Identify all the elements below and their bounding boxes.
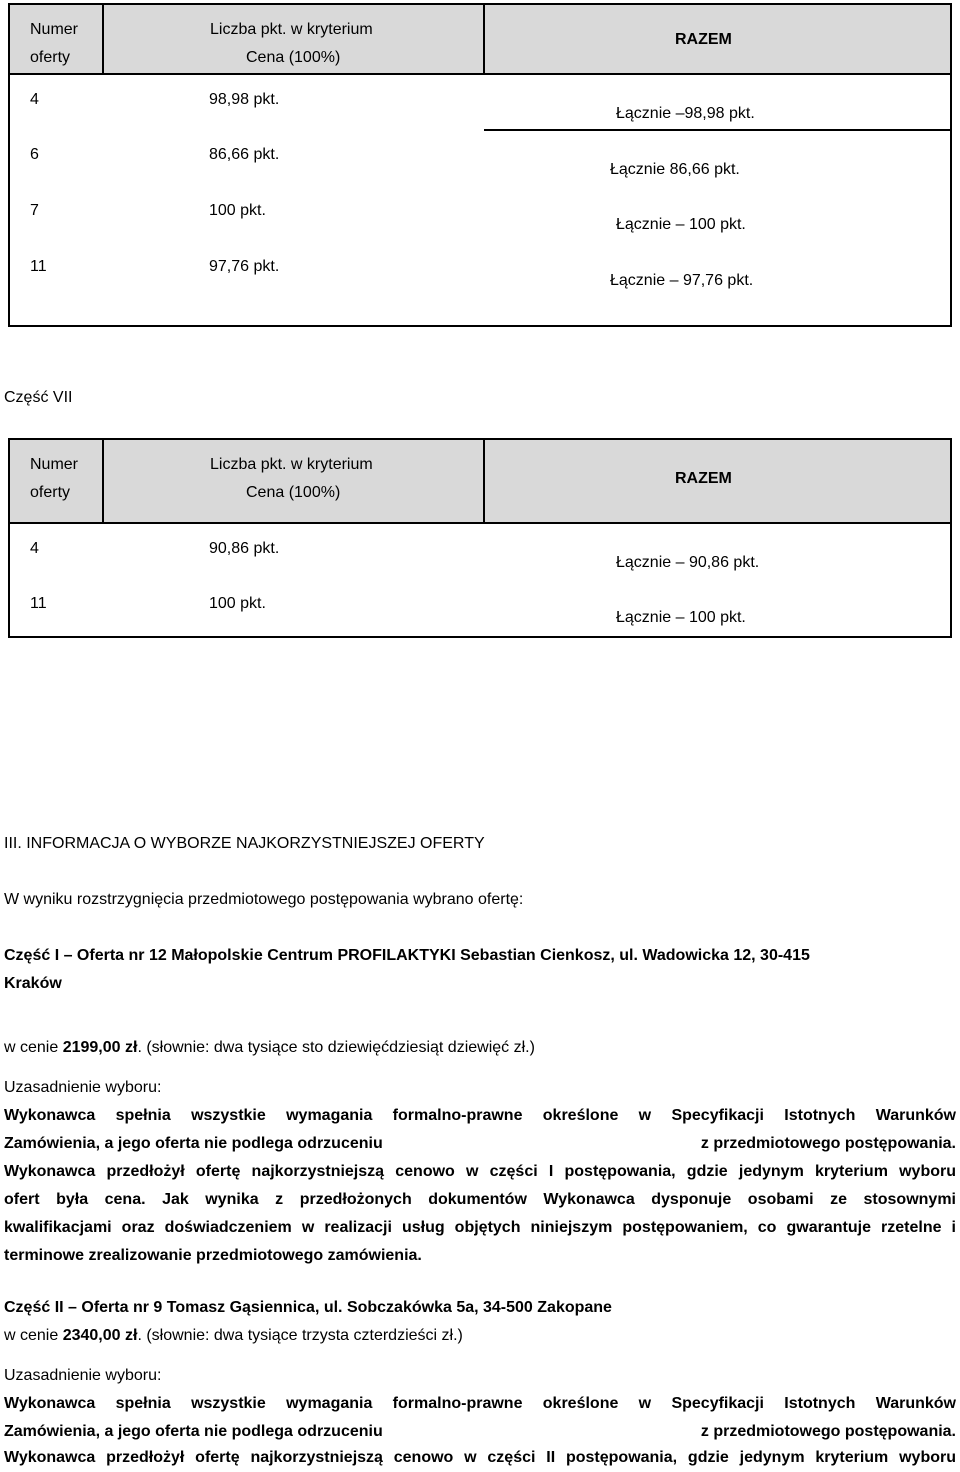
header-num-line2: oferty [30, 484, 71, 501]
part-two-price [4, 1322, 956, 1350]
price-value: 2199,00 zł [62, 1039, 138, 1056]
table-row [9, 242, 951, 326]
price-value: 2340,00 zł [62, 1327, 138, 1344]
offer-number: 7 [30, 202, 39, 219]
table-row [9, 74, 951, 130]
header-criterion [103, 439, 484, 523]
offer-points: 100 pkt. [209, 595, 266, 612]
offer-number: 11 [30, 595, 47, 612]
offer-total: Łącznie – 100 pkt. [616, 216, 746, 233]
justification-line: Wykonawca przedłożył ofertę najkorzystniejszą cenowo w części II postępowania, gdzie jedynym kryterium wyboru [4, 1449, 956, 1466]
scores-table-part6 [8, 3, 952, 327]
justification-line [4, 1418, 956, 1446]
justification-line: kwalifikacjami oraz doświadczeniem w realizacji usług objętych niniejszym postępowaniem, co gwarantuje rzetelne i [4, 1219, 956, 1236]
header-crit-line2: Cena (100%) [246, 49, 341, 66]
offer-total: Łącznie – 97,76 pkt. [610, 272, 754, 289]
offer-total: Łącznie 86,66 pkt. [610, 161, 740, 178]
part-one-price [4, 1034, 956, 1062]
header-offer-number [9, 439, 103, 523]
offer-points: 90,86 pkt. [209, 540, 280, 557]
justification-line-part: z przedmiotowego postępowania. [700, 1135, 956, 1152]
scores-table-part7 [8, 438, 952, 638]
offer-total: Łącznie – 90,86 pkt. [616, 554, 760, 571]
justification-label: Uzasadnienie wyboru: [4, 1079, 162, 1096]
justification-line [4, 1130, 956, 1158]
header-num-line1: Numer [30, 456, 79, 473]
table-row [9, 186, 951, 242]
table-row [9, 523, 951, 579]
justification-line-part: Zamówienia, a jego oferta nie podlega odrzuceniu [4, 1135, 383, 1152]
section-intro: W wyniku rozstrzygnięcia przedmiotowego postępowania wybrano ofertę: [4, 891, 524, 908]
header-total: RAZEM [484, 4, 951, 74]
justification-line: Wykonawca przedłożył ofertę najkorzystniejszą cenowo w części I postępowania, gdzie jedynym kryterium wyboru [4, 1163, 956, 1180]
offer-points: 98,98 pkt. [209, 91, 280, 108]
offer-total: Łącznie – 100 pkt. [616, 609, 746, 626]
part-one-title-line2: Kraków [4, 975, 62, 992]
offer-number: 6 [30, 146, 39, 163]
justification-line: Wykonawca spełnia wszystkie wymagania formalno-prawne określone w Specyfikacji Istotnych Warunków [4, 1107, 956, 1124]
table-row [9, 579, 951, 637]
offer-number: 4 [30, 91, 39, 108]
header-crit-line1: Liczba pkt. w kryterium [210, 456, 373, 473]
offer-number: 4 [30, 540, 39, 557]
justification-line: Wykonawca spełnia wszystkie wymagania formalno-prawne określone w Specyfikacji Istotnych Warunków [4, 1395, 956, 1412]
part-two-title: Część II – Oferta nr 9 Tomasz Gąsiennica, ul. Sobczakówka 5a, 34-500 Zakopane [4, 1299, 612, 1316]
header-num-line2: oferty [30, 49, 71, 66]
header-crit-line1: Liczba pkt. w kryterium [210, 21, 373, 38]
justification-line: ofert była cena. Jak wynika z przedłożonych dokumentów Wykonawca dysponuje osobami ze stosownymi [4, 1191, 956, 1208]
header-total: RAZEM [484, 439, 951, 523]
header-criterion [103, 4, 484, 74]
header-num-line1: Numer [30, 21, 79, 38]
table-row [9, 130, 951, 186]
justification-line-part: Zamówienia, a jego oferta nie podlega odrzuceniu [4, 1423, 383, 1440]
offer-total: Łącznie –98,98 pkt. [616, 105, 755, 122]
part-one-title-line1: Część I – Oferta nr 12 Małopolskie Centrum PROFILAKTYKI Sebastian Cienkosz, ul. Wadowicka 12, 30-415 [4, 947, 810, 964]
price-words: . (słownie: dwa tysiące sto dziewięćdziesiąt dziewięć zł.) [137, 1039, 535, 1056]
justification-line-part: z przedmiotowego postępowania. [700, 1423, 956, 1440]
header-offer-number [9, 4, 103, 74]
price-prefix: w cenie [4, 1327, 63, 1344]
offer-points: 86,66 pkt. [209, 146, 280, 163]
offer-number: 11 [30, 258, 47, 275]
part-seven-title: Część VII [4, 389, 73, 406]
table-header [9, 4, 951, 74]
price-prefix: w cenie [4, 1039, 63, 1056]
price-words: . (słownie: dwa tysiące trzysta czterdzieści zł.) [137, 1327, 463, 1344]
justification-line: terminowe zrealizowanie przedmiotowego zamówienia. [4, 1247, 422, 1264]
header-crit-line2: Cena (100%) [246, 484, 341, 501]
offer-points: 97,76 pkt. [209, 258, 280, 275]
offer-points: 100 pkt. [209, 202, 266, 219]
table-header [9, 439, 951, 523]
justification-label: Uzasadnienie wyboru: [4, 1367, 162, 1384]
section-heading: III. INFORMACJA O WYBORZE NAJKORZYSTNIEJSZEJ OFERTY [4, 835, 485, 852]
